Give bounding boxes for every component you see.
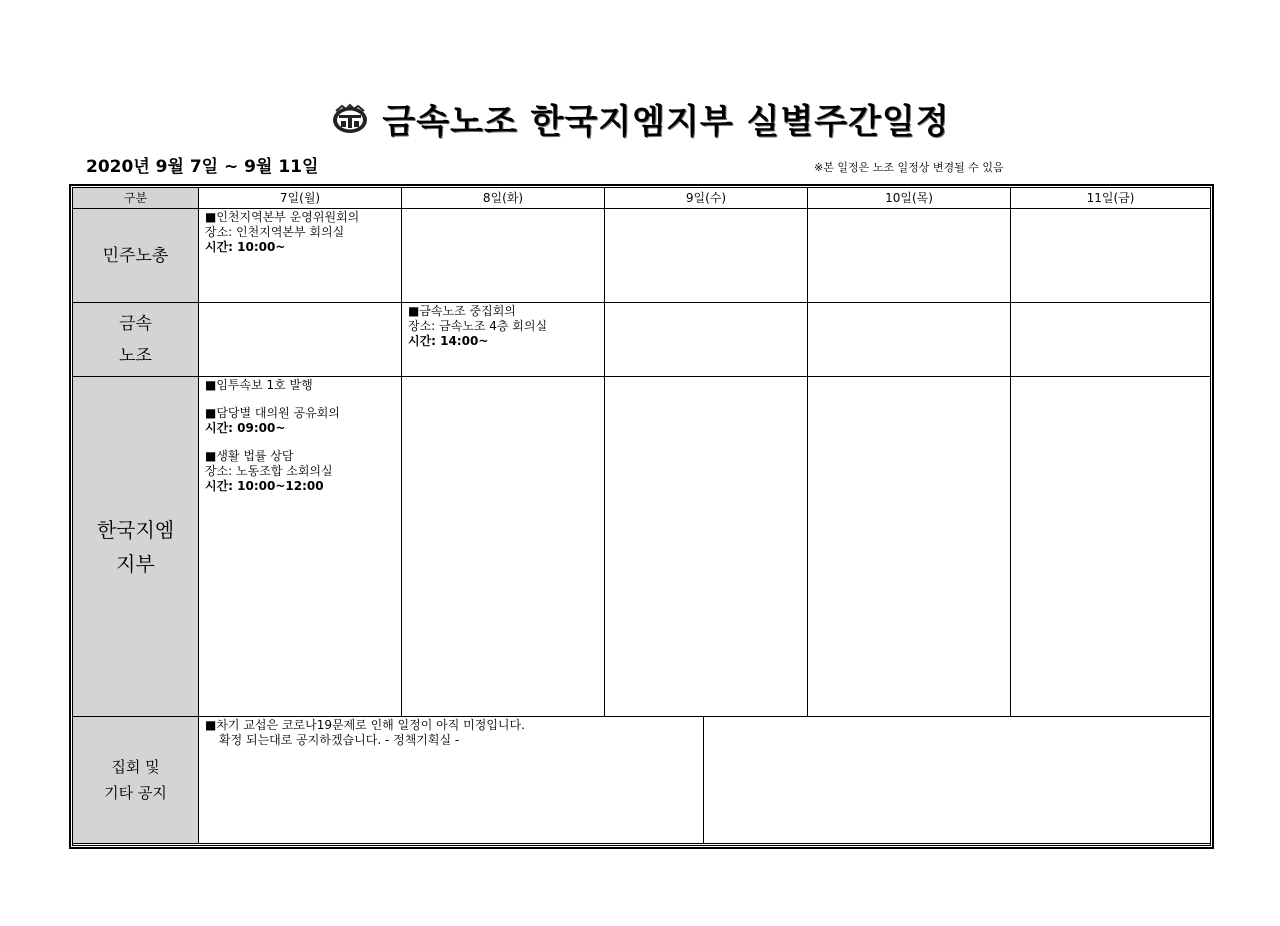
- category-notice: [73, 717, 199, 844]
- row-gm: [73, 377, 1211, 717]
- category-kmwu: [73, 303, 199, 377]
- notice-empty-area: [704, 717, 1210, 843]
- category-label: 금속 노조: [119, 313, 152, 366]
- header-day-wed: 9일(수): [605, 188, 808, 209]
- cell-kctu-thu: [808, 209, 1011, 303]
- cell-kctu-tue: [402, 209, 605, 303]
- event-time: 시간: 14:00~: [408, 334, 489, 348]
- notice-line-1: ■차기 교섭은 코로나19문제로 인해 일정이 아직 미정입니다.: [205, 718, 525, 732]
- cell-kmwu-tue: [402, 303, 605, 377]
- row-notice: [73, 717, 1211, 844]
- notice-text: [199, 717, 704, 843]
- event-title: ■금속노조 중집회의: [408, 304, 516, 318]
- event-time: 시간: 10:00~12:00: [205, 479, 324, 493]
- event-place: 장소: 인천지역본부 회의실: [205, 225, 345, 239]
- event-title: ■담당별 대의원 공유회의: [205, 406, 340, 420]
- cell-kmwu-wed: [605, 303, 808, 377]
- event-time: 시간: 10:00~: [205, 240, 286, 254]
- cell-kmwu-mon: [199, 303, 402, 377]
- cell-kmwu-fri: [1011, 303, 1211, 377]
- event: [205, 406, 395, 436]
- cell-kctu-fri: [1011, 209, 1211, 303]
- union-logo-icon: [330, 103, 370, 135]
- cell-kctu-mon: [199, 209, 402, 303]
- event-list: [199, 377, 401, 494]
- notice-split: [199, 717, 1210, 843]
- event-time: 시간: 09:00~: [205, 421, 286, 435]
- category-gm: [73, 377, 199, 717]
- event-title: ■생활 법률 상담: [205, 449, 294, 463]
- date-range: 2020년 9월 7일 ~ 9월 11일: [86, 157, 319, 177]
- cell-gm-wed: [605, 377, 808, 717]
- event: [402, 303, 604, 349]
- notice-line-2: 확정 되는대로 공지하겠습니다. - 정책기획실 -: [219, 733, 460, 747]
- header-day-fri: 11일(금): [1011, 188, 1211, 209]
- cell-gm-thu: [808, 377, 1011, 717]
- header-day-mon: 7일(월): [199, 188, 402, 209]
- event: [205, 378, 395, 393]
- event: [199, 209, 401, 255]
- event-place: 장소: 노동조합 소회의실: [205, 464, 333, 478]
- schedule-change-note: ※본 일정은 노조 일정상 변경될 수 있음: [814, 161, 1004, 174]
- cell-kctu-wed: [605, 209, 808, 303]
- category-label: 집회 및 기타 공지: [104, 758, 167, 802]
- header-category: 구분: [73, 188, 199, 209]
- event-place: 장소: 금속노조 4층 회의실: [408, 319, 548, 333]
- event: [205, 449, 395, 494]
- category-label: 한국지엠 지부: [96, 517, 175, 576]
- cell-gm-fri: [1011, 377, 1211, 717]
- header-day-thu: 10일(목): [808, 188, 1011, 209]
- cell-gm-tue: [402, 377, 605, 717]
- category-kctu: [73, 209, 199, 303]
- schedule-table: [72, 187, 1211, 844]
- category-label: 민주노총: [102, 245, 169, 266]
- row-kmwu: [73, 303, 1211, 377]
- row-kctu: [73, 209, 1211, 303]
- title-row: [0, 96, 1280, 140]
- page-title: 금속노조 한국지엠지부 실별주간일정: [382, 101, 950, 142]
- cell-notice: [199, 717, 1211, 844]
- header-row: [73, 188, 1211, 209]
- header-day-tue: 8일(화): [402, 188, 605, 209]
- event-title: ■임투속보 1호 발행: [205, 378, 313, 392]
- event-title: ■인천지역본부 운영위원회의: [205, 210, 360, 224]
- cell-kmwu-thu: [808, 303, 1011, 377]
- cell-gm-mon: [199, 377, 402, 717]
